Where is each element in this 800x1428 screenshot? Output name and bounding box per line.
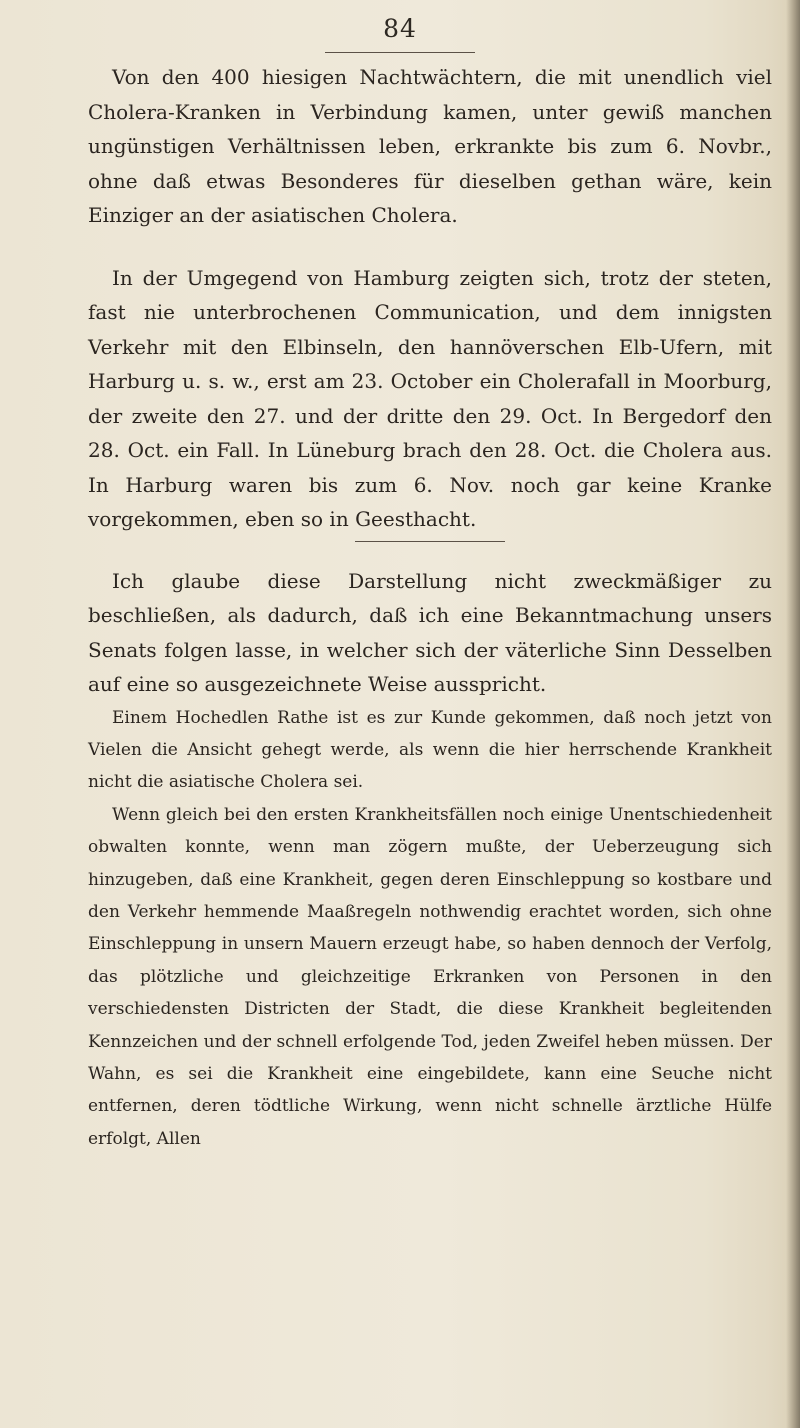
- paragraph-text: In der Umgegend von Hamburg zeigten sich, trotz der steten, fast nie unterbrochenen Communication, und dem innigsten Verkehr mit den Elbinseln, den hannöverschen Elb-Ufern, mit Harburg u. s. w., erst am 23. October ein Cholerafall in Moorburg, der zweite den 27. und der dritte den 29. Oct. In Bergedorf den 28. Oct. ein Fall. In Lüneburg brach den 28. Oct. die Cholera aus. In Harburg waren bis zum 6. Nov. noch gar keine Kranke vorgekommen, eben so in Geesthacht.: [88, 265, 772, 531]
- page-number: 84: [383, 14, 417, 43]
- paragraph-text: Wenn gleich bei den ersten Krankheitsfällen noch einige Unentschiedenheit obwalten konnte, wenn man zögern mußte, der Ueberzeugung sich hinzugeben, daß eine Krankheit, gegen deren Einschleppung so kostbare und den Verkehr hemmende Maaßregeln nothwendig erachtet worden, sich ohne Einschleppung in unsern Mauern erzeugt habe, so haben dennoch der Verfolg, das plötzliche und gleichzeitige Erkranken von Personen in den verschiedensten Districten der Stadt, die diese Krankheit begleitenden Kennzeichen und der schnell erfolgende Tod, jeden Zweifel heben müssen. Der Wahn, es sei die Krankheit eine eingebildete, kann eine Seuche nicht entfernen, deren tödtliche Wirkung, wenn nicht schnelle ärztliche Hülfe erfolgt, Allen: [88, 804, 772, 1149]
- paragraph-text: Ich glaube diese Darstellung nicht zweckmäßiger zu beschließen, als dadurch, daß ich eine Bekanntmachung unsers Senats folgen lasse, in welcher sich der väterliche Sinn Desselben auf eine so ausgezeichnete Weise ausspricht.: [88, 568, 772, 696]
- paragraph-text: Von den 400 hiesigen Nachtwächtern, die mit unendlich viel Cholera-Kranken in Verbindung kamen, unter gewiß manchen ungünstigen Verhältnissen leben, erkrankte bis zum 6. Novbr., ohne daß etwas Besonderes für dieselben gethan wäre, kein Einziger an der asiatischen Cholera.: [88, 65, 772, 227]
- header-rule: [325, 52, 475, 53]
- proclamation-paragraph-2: [88, 799, 772, 1155]
- section-divider: [355, 541, 505, 542]
- paragraph-conclusion: [88, 564, 772, 702]
- paragraph-surroundings: [88, 261, 772, 537]
- paragraph-text: Einem Hochedlen Rathe ist es zur Kunde gekommen, daß noch jetzt von Vielen die Ansicht gehegt werde, als wenn die hier herrschende Krankheit nicht die asiatische Cholera sei.: [88, 707, 772, 793]
- page-body: [88, 60, 772, 1155]
- proclamation-paragraph-1: [88, 702, 772, 799]
- paragraph-night-watchmen: [88, 60, 772, 233]
- page-edge-shadow: [786, 0, 800, 1428]
